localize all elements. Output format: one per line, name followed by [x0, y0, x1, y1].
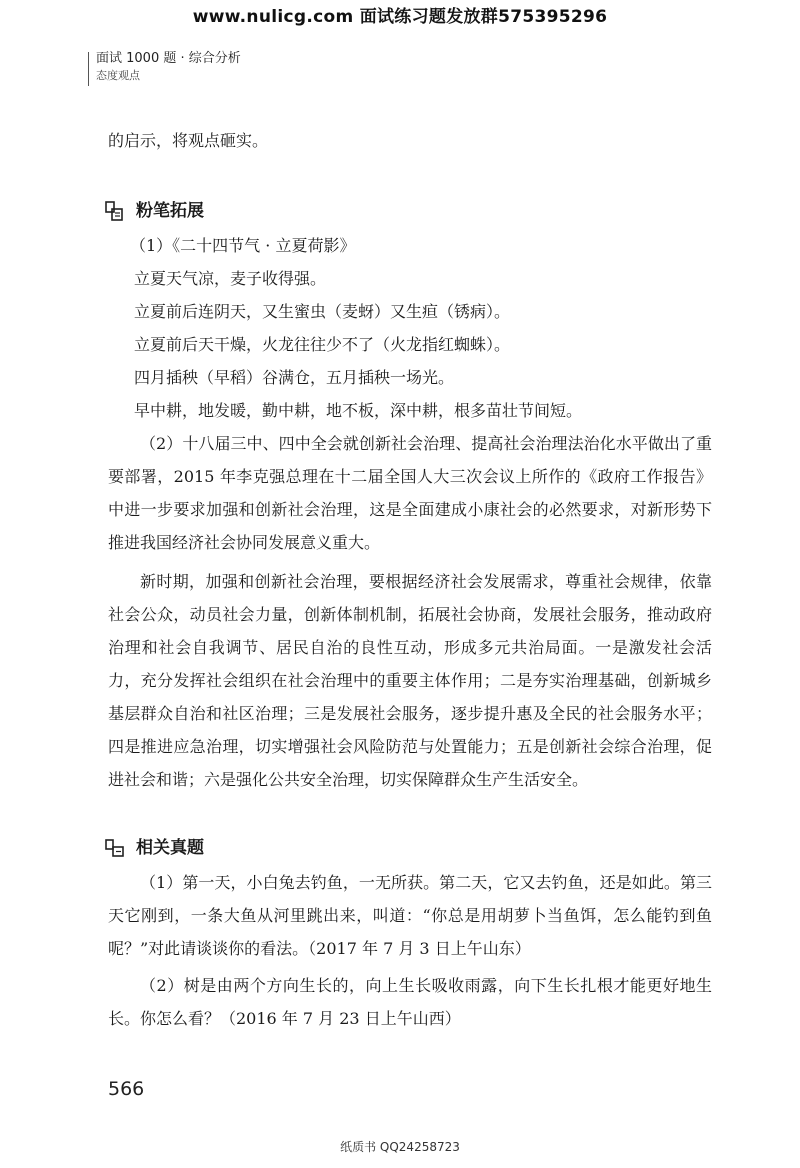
running-head-rule [88, 52, 89, 86]
running-head [96, 50, 241, 84]
question-2: （2）树是由两个方向生长的，向上生长吸收雨露，向下生长扎根才能更好地生长。你怎么看？（2016 年 7 月 23 日上午山西） [108, 976, 712, 1028]
extension-icon [104, 200, 126, 222]
section-extension-heading [104, 193, 712, 229]
question-1: （1）第一天，小白兔去钓鱼，一无所获。第二天，它又去钓鱼，还是如此。第三天它刚到，一条大鱼从河里跳出来，叫道：“你总是用胡萝卜当鱼饵，怎么能钓到鱼呢？”对此请谈谈你的看法。（2017 年 7 月 3 日上午山东） [108, 873, 712, 958]
page-number: 566 [108, 1078, 145, 1100]
intro-line: 的启示，将观点砸实。 [108, 131, 269, 150]
paragraph-governance: 新时期，加强和创新社会治理，要根据经济社会发展需求，尊重社会规律，依靠社会公众，动员社会力量，创新体制机制，拓展社会协商，发展社会服务，推动政府治理和社会自我调节、居民自治的良性互动，形成多元共治局面。一是激发社会活力，充分发挥社会组织在社会治理中的重要主体作用；二是夯实治理基础，创新城乡基层群众自治和社区治理；三是发展社会服务，逐步提升惠及全民的社会服务水平；四是推进应急治理，切实增强社会风险防范与处置能力；五是创新社会综合治理，促进社会和谐；六是强化公共安全治理，切实保障群众生产生活安全。 [108, 572, 712, 789]
top-banner: www.nulicg.com 面试练习题发放群575395296 [192, 7, 608, 27]
chapter-title: 态度观点 [96, 69, 140, 82]
section-related-title: 相关真题 [136, 837, 204, 858]
poem-title: （1）《二十四节气 · 立夏荷影》 [130, 236, 356, 255]
footer-watermark: 纸质书 QQ24258723 [340, 1140, 460, 1154]
related-questions-icon [104, 837, 126, 859]
paragraph-item2: （2）十八届三中、四中全会就创新社会治理、提高社会治理法治化水平做出了重要部署，2015 年李克强总理在十二届全国人大三次会议上所作的《政府工作报告》中进一步要求加强和创新社会治理，这是全面建成小康社会的必然要求，对新形势下推进我国经济社会协同发展意义重大。 [108, 434, 712, 552]
book-title: 面试 1000 题 · 综合分析 [96, 51, 241, 66]
poem-line: 早中耕，地发暖，勤中耕，地不板，深中耕，根多苗壮节间短。 [134, 401, 583, 420]
poem-line: 立夏天气凉，麦子收得强。 [134, 269, 327, 288]
poem-line: 四月插秧（早稻）谷满仓，五月插秧一场光。 [134, 368, 455, 387]
poem-line: 立夏前后连阴天，又生蜜虫（麦蚜）又生疸（锈病）。 [134, 302, 511, 321]
section-extension-title: 粉笔拓展 [136, 200, 204, 221]
poem-line: 立夏前后天干燥，火龙往往少不了（火龙指红蜘蛛）。 [134, 335, 511, 354]
page-content [108, 124, 712, 1035]
section-related-heading [104, 830, 712, 866]
